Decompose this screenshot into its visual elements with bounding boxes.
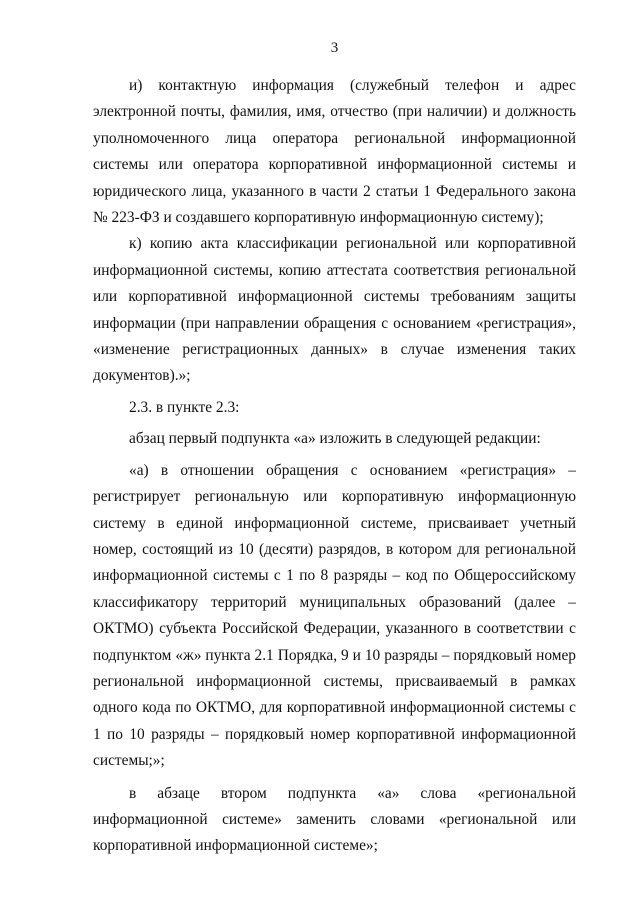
paragraph-new-wording-a: «а) в отношении обращения с основанием «регистрация» – регистрирует региональную или корпоративную информационную систему в единой информационной системе, присваивает учетный номер, состоящий из 10 (десяти) разрядов, в котором для региональной информационной системы с 1 по 8 разряды – код по Общероссийскому классификатору территорий муниципальных образований (далее – ОКТМО) субъекта Российской Федерации, указанного в соответствии с подпунктом «ж» пункта 2.1 Порядка, 9 и 10 разряды – порядковый номер региональной информационной системы, присваиваемый в рамках одного кода по ОКТМО, для корпоративной информационной системы с 1 по 10 разряды – порядковый номер корпоративной информационной системы;»; xyxy=(93,461,576,770)
paragraph-first-subparagraph-a: абзац первый подпункта «а» изложить в следующей редакции: xyxy=(129,430,541,448)
paragraph-item-k: к) копию акта классификации региональной или корпоративной информационной системы, копию аттестата соответствия региональной или корпоративной информационной системы требованиям защиты информации (при направлении обращения с основанием «регистрация», «изменение регистрационных данных» в случае изменения таких документов).»; xyxy=(93,235,576,385)
paragraph-item-i: и) контактную информация (служебный телефон и адрес электронной почты, фамилия, имя, отчество (при наличии) и должность уполномоченного лица оператора региональной информационной системы или оператора корпоративной информационной системы и юридического лица, указанного в части 2 статьи 1 Федерального закона № 223-ФЗ и создавшего корпоративную информационную систему); xyxy=(93,77,576,227)
page-number: 3 xyxy=(330,40,339,56)
paragraph-second-subparagraph-a: в абзаце втором подпункта «а» слова «региональной информационной системе» заменить словами «региональной или корпоративной информационной системе»; xyxy=(93,784,576,855)
paragraph-clause-2-3: 2.3. в пункте 2.3: xyxy=(129,398,240,416)
